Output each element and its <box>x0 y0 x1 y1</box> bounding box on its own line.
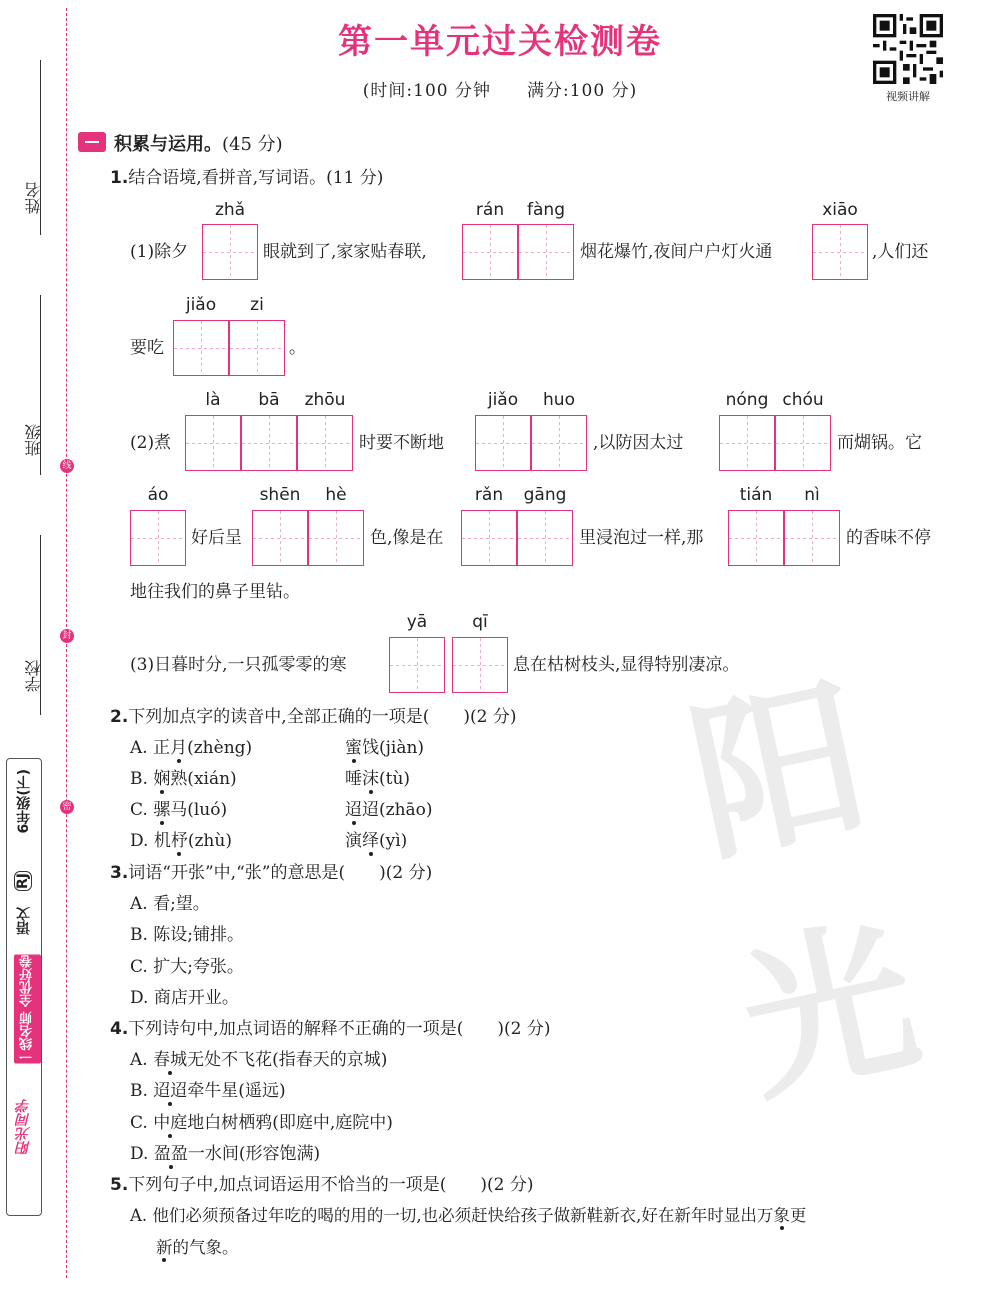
pinyin: zhǎ <box>214 200 246 220</box>
name-label: 姓名 <box>24 182 43 214</box>
option-c[interactable]: C. 中庭地白树栖鸦(即庭中,庭院中) <box>130 1113 393 1133</box>
option-a[interactable]: A. 他们必须预备过年吃的喝的用的一切,也必须赶快给孩子做新鞋新衣,好在新年时显出万象更 <box>130 1206 807 1225</box>
subject-label: 语文 <box>16 907 32 935</box>
answer-box[interactable] <box>252 510 308 566</box>
text-line: 息在枯树枝头,显得特别凄凉。 <box>513 655 740 675</box>
text-line: 的香味不停 <box>846 528 931 548</box>
answer-box[interactable] <box>719 415 775 471</box>
option-c[interactable]: C. 扩大;夸张。 <box>130 957 244 977</box>
answer-box[interactable] <box>531 415 587 471</box>
option-b[interactable]: B. 陈设;铺排。 <box>130 925 245 945</box>
option-d[interactable]: D. 商店开业。 <box>130 988 239 1008</box>
pinyin: rǎn <box>474 485 504 505</box>
school-label: 学校 <box>24 660 43 692</box>
cut-line <box>66 8 67 1278</box>
answer-box[interactable] <box>452 637 508 693</box>
pinyin: tián <box>739 485 773 505</box>
answer-box[interactable] <box>308 510 364 566</box>
seal-mark-feng: 封 <box>60 629 74 643</box>
answer-box[interactable] <box>518 224 574 280</box>
option-a[interactable]: A. 春城无处不飞花(指春天的京城) <box>130 1050 388 1070</box>
text-line: 好后呈 <box>191 528 242 548</box>
grade-label: 6年级(下) <box>16 769 32 834</box>
edition-badge: RJ <box>15 873 31 889</box>
pinyin: hè <box>325 485 347 505</box>
pinyin: zhōu <box>304 390 346 410</box>
answer-box[interactable] <box>241 415 297 471</box>
class-field[interactable] <box>40 295 41 475</box>
text-line: ,以防因太过 <box>593 433 684 453</box>
option-d[interactable]: D. 机杼(zhù) <box>130 831 232 851</box>
question-2: 2.下列加点字的读音中,全部正确的一项是( )(2 分) <box>110 707 517 727</box>
text-line: 烟花爆竹,夜间户户灯火通 <box>580 242 773 262</box>
text-line: 里浸泡过一样,那 <box>579 528 704 548</box>
qr-caption: 视频讲解 <box>886 90 930 103</box>
text-line: 地往我们的鼻子里钻。 <box>130 582 300 602</box>
answer-box[interactable] <box>297 415 353 471</box>
pinyin: shēn <box>259 485 301 505</box>
seal-mark-mi: 密 <box>60 800 74 814</box>
option-c-2: 迢迢(zhāo) <box>345 800 433 820</box>
answer-box[interactable] <box>185 415 241 471</box>
book-spine <box>6 758 42 1216</box>
pinyin: rán <box>475 200 505 220</box>
answer-box[interactable] <box>775 415 831 471</box>
pinyin: huo <box>543 390 575 410</box>
text-line: 色,像是在 <box>370 528 444 548</box>
pinyin: nóng <box>725 390 769 410</box>
pinyin: là <box>205 390 221 410</box>
answer-box[interactable] <box>229 320 285 376</box>
pinyin: gāng <box>523 485 567 505</box>
option-d[interactable]: D. 盈盈一水间(形容饱满) <box>130 1144 321 1164</box>
option-b[interactable]: B. 娴熟(xián) <box>130 769 237 789</box>
section-title: 积累与运用。(45 分) <box>114 134 283 155</box>
pinyin: chóu <box>782 390 824 410</box>
answer-box[interactable] <box>461 510 517 566</box>
option-c[interactable]: C. 骡马(luó) <box>130 800 228 820</box>
answer-box[interactable] <box>517 510 573 566</box>
question-3: 3.词语“开张”中,“张”的意思是( )(2 分) <box>110 863 433 883</box>
text-line: (1)除夕 <box>130 242 189 262</box>
pinyin: qī <box>472 612 488 632</box>
answer-box[interactable] <box>784 510 840 566</box>
school-field[interactable] <box>40 535 41 715</box>
text-line: (3)日暮时分,一只孤零零的寒 <box>130 655 347 675</box>
text-line: ,人们还 <box>872 242 929 262</box>
question-4: 4.下列诗句中,加点词语的解释不正确的一项是( )(2 分) <box>110 1019 551 1039</box>
section-number-badge <box>78 132 106 152</box>
pinyin: jiǎo <box>487 390 519 410</box>
pinyin: jiǎo <box>185 295 217 315</box>
pinyin: fàng <box>527 200 565 220</box>
option-a-2: 蜜饯(jiàn) <box>345 738 425 758</box>
seal-mark-xian: 线 <box>60 459 74 473</box>
question-5: 5.下列句子中,加点词语运用不恰当的一项是( )(2 分) <box>110 1175 534 1195</box>
text-line: 。 <box>289 338 306 358</box>
series-label: 一线名师 全优好卷 <box>14 955 41 1064</box>
pinyin: áo <box>147 485 169 505</box>
watermark: 阳光 <box>675 659 924 1127</box>
option-a-continued: 新的气象。 <box>156 1238 239 1257</box>
page-title: 第一单元过关检测卷 <box>338 22 662 62</box>
text-line: (2)煮 <box>130 433 172 453</box>
answer-box[interactable] <box>389 637 445 693</box>
answer-box[interactable] <box>130 510 186 566</box>
pinyin: xiāo <box>822 200 858 220</box>
text-line: 眼就到了,家家贴春联, <box>263 242 427 262</box>
exam-meta: (时间:100 分钟 满分:100 分) <box>362 81 638 101</box>
answer-box[interactable] <box>173 320 229 376</box>
question-1: 1.结合语境,看拼音,写词语。(11 分) <box>110 168 384 188</box>
answer-box[interactable] <box>475 415 531 471</box>
text-line: 要吃 <box>130 338 164 358</box>
option-b-2: 唾沫(tù) <box>345 769 411 789</box>
class-label: 班级 <box>24 424 43 456</box>
qr-code-icon[interactable] <box>873 14 943 84</box>
text-line: 时要不断地 <box>359 433 444 453</box>
text-line: 而煳锅。它 <box>837 433 922 453</box>
answer-box[interactable] <box>462 224 518 280</box>
pinyin: bā <box>258 390 280 410</box>
option-b[interactable]: B. 迢迢牵牛星(遥远) <box>130 1081 286 1101</box>
pinyin: nì <box>804 485 820 505</box>
pinyin: zi <box>250 295 264 315</box>
answer-box[interactable] <box>202 224 258 280</box>
option-a[interactable]: A. 看;望。 <box>130 894 210 914</box>
answer-box[interactable] <box>812 224 868 280</box>
option-d-2: 演绎(yì) <box>345 831 408 851</box>
brand-logo: 阳光同学 <box>16 1099 32 1155</box>
option-a[interactable]: A. 正月(zhèng) <box>130 738 253 758</box>
pinyin: yā <box>406 612 428 632</box>
answer-box[interactable] <box>728 510 784 566</box>
